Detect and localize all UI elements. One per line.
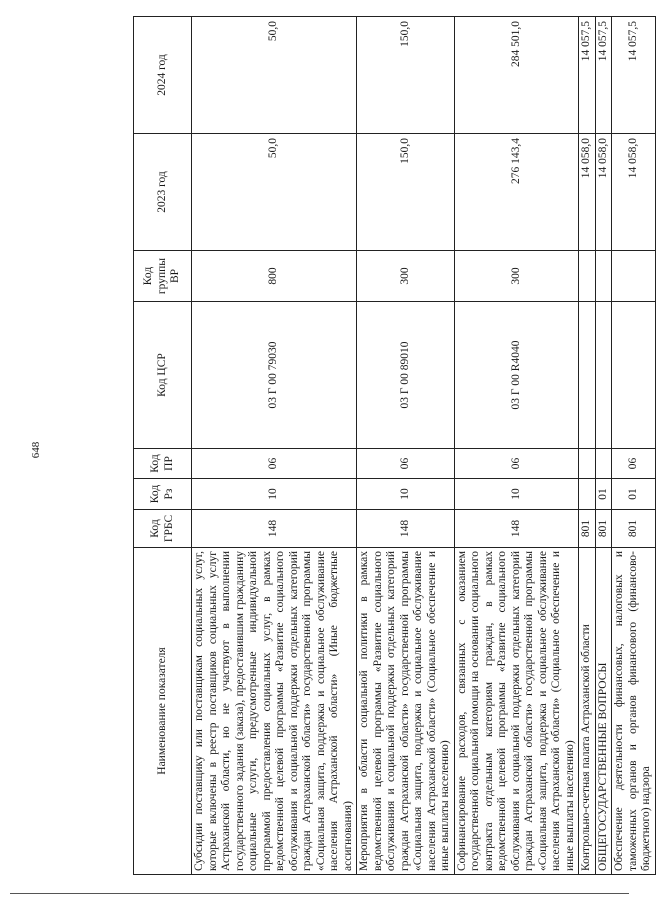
row-rz: 01 xyxy=(612,479,656,510)
header-grbs: Код ГРБС xyxy=(134,510,192,548)
row-grbs: 148 xyxy=(192,510,357,548)
row-grbs: 148 xyxy=(454,510,579,548)
row-csr xyxy=(579,302,596,449)
row-pr xyxy=(595,449,612,479)
row-vr xyxy=(612,251,656,302)
row-rz: 10 xyxy=(192,479,357,510)
header-2024: 2024 год xyxy=(134,17,192,134)
row-2024: 150,0 xyxy=(357,17,455,134)
header-csr: Код ЦСР xyxy=(134,302,192,449)
row-2023: 14 058,0 xyxy=(612,134,656,251)
row-name: Обеспечение деятельности финансовых, налоговых и таможенных органов и органов финансового (финансово-бюджетного) надзора xyxy=(612,548,656,875)
table-row xyxy=(454,17,579,875)
table-row xyxy=(612,17,656,875)
row-vr xyxy=(579,251,596,302)
row-2024: 14 057,5 xyxy=(612,17,656,134)
row-vr: 300 xyxy=(357,251,455,302)
header-name: Наименование показателя xyxy=(134,548,192,875)
row-grbs: 801 xyxy=(579,510,596,548)
row-csr: 03 Г 00 79030 xyxy=(192,302,357,449)
row-name: ОБЩЕГОСУДАРСТВЕННЫЕ ВОПРОСЫ xyxy=(595,548,612,875)
row-vr xyxy=(595,251,612,302)
table-row xyxy=(192,17,357,875)
row-grbs: 801 xyxy=(595,510,612,548)
header-2023: 2023 год xyxy=(134,134,192,251)
header-pr: Код ПР xyxy=(134,449,192,479)
row-pr: 06 xyxy=(612,449,656,479)
rotated-table-container xyxy=(133,17,652,875)
row-2023: 14 058,0 xyxy=(595,134,612,251)
row-grbs: 801 xyxy=(612,510,656,548)
row-rz: 01 xyxy=(595,479,612,510)
row-2023: 50,0 xyxy=(192,134,357,251)
table-row xyxy=(357,17,455,875)
row-2023: 276 143,4 xyxy=(454,134,579,251)
header-vr: Код группы ВР xyxy=(134,251,192,302)
table-header-row xyxy=(134,17,192,875)
budget-table xyxy=(133,16,656,875)
row-grbs: 148 xyxy=(357,510,455,548)
row-rz: 10 xyxy=(357,479,455,510)
row-name: Софинансирование расходов, связанных с оказанием государственной социальной помощи на основании социального контракта отдельным категориям граждан, в рамках ведомственной целевой программы «Развитие социального обслуживания и социальной поддержки отдельных категорий граждан Астраханской области» государственной программы «Социальная защита, поддержка и социальное обслуживание населения Астраханской области» (Социальное обеспечение и иные выплаты населению) xyxy=(454,548,579,875)
row-vr: 800 xyxy=(192,251,357,302)
header-rz: Код Рз xyxy=(134,479,192,510)
row-csr: 03 Г 00 R4040 xyxy=(454,302,579,449)
row-2024: 14 057,5 xyxy=(579,17,596,134)
row-pr: 06 xyxy=(454,449,579,479)
row-rz: 10 xyxy=(454,479,579,510)
table-row xyxy=(579,17,596,875)
row-2023: 150,0 xyxy=(357,134,455,251)
row-rz xyxy=(579,479,596,510)
scan-bottom-rule xyxy=(10,893,629,894)
row-name: Мероприятия в области социальной политики в рамках ведомственной целевой программы «Развитие социального обслуживания и социальной поддержки отдельных категорий граждан Астраханской области» государственной программы «Социальная защита, поддержка и социальное обслуживание населения Астраханской области» (Социальное обеспечение и иные выплаты населению) xyxy=(357,548,455,875)
row-csr: 03 Г 00 89010 xyxy=(357,302,455,449)
row-2024: 50,0 xyxy=(192,17,357,134)
row-2024: 14 057,5 xyxy=(595,17,612,134)
row-pr: 06 xyxy=(192,449,357,479)
row-name: Субсидии поставщику или поставщикам социальных услуг, которые включены в реестр поставщиков социальных услуг Астраханской области, но не участвуют в выполнении государственного задания (заказа), предоставившим гражданину социальные услуги, предусмотренные индивидуальной программой предоставления социальных услуг, в рамках ведомственной целевой программы «Развитие социального обслуживания и социальной поддержки отдельных категорий граждан Астраханской области» государственной программы «Социальная защита, поддержка и социальное обслуживание населения Астраханской области» (Иные бюджетные ассигнования) xyxy=(192,548,357,875)
row-csr xyxy=(612,302,656,449)
row-csr xyxy=(595,302,612,449)
table-row xyxy=(595,17,612,875)
row-2024: 284 501,0 xyxy=(454,17,579,134)
row-pr: 06 xyxy=(357,449,455,479)
row-name: Контрольно-счетная палата Астраханской области xyxy=(579,548,596,875)
row-2023: 14 058,0 xyxy=(579,134,596,251)
row-pr xyxy=(579,449,596,479)
row-vr: 300 xyxy=(454,251,579,302)
page-number: 648 xyxy=(30,441,42,459)
